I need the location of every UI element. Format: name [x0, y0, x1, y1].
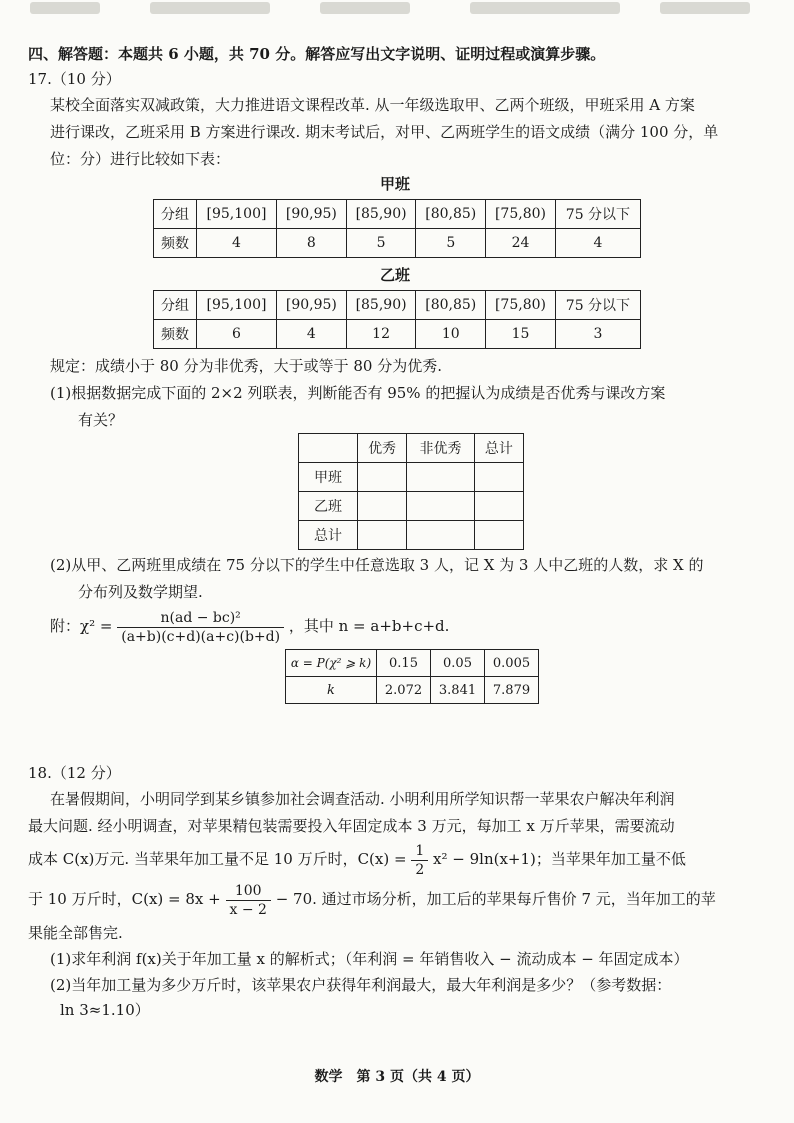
critical-alpha-cell: 0.005: [485, 650, 539, 677]
q18-hundred-numerator: 100: [226, 882, 271, 901]
contingency-row-label: 总计: [299, 521, 358, 550]
critical-k-cell: 3.841: [431, 677, 485, 704]
table-b-freq-cell: 6: [196, 320, 276, 349]
table-b-header-cell: [85,90): [346, 291, 416, 320]
formula-prefix: 附：χ² =: [50, 617, 113, 635]
q18-line-2: 最大问题. 经小明调查，对苹果精包装需要投入年固定成本 3 万元，每加工 x 万斤苹果，需要流动: [28, 817, 675, 835]
critical-k-cell: 2.072: [377, 677, 431, 704]
q18-line-4-start: 于 10 万斤时，C(x) = 8x +: [28, 890, 221, 908]
contingency-blank-cell: [474, 492, 523, 521]
q17-part2-line-2: 分布列及数学期望.: [78, 583, 203, 601]
q17-label: 17.（10 分）: [28, 70, 121, 88]
contingency-row-label: 甲班: [299, 463, 358, 492]
table-a-freq-cell: 5: [346, 229, 416, 258]
critical-k-cell: 7.879: [485, 677, 539, 704]
table-a-header-cell: 分组: [154, 200, 197, 229]
q18-line-5: 果能全部售完.: [28, 924, 123, 942]
contingency-row-label: 乙班: [299, 492, 358, 521]
contingency-row: [299, 521, 524, 550]
table-b-freq-cell: 3: [555, 320, 640, 349]
table-a-header-cell: [90,95): [277, 200, 347, 229]
q17-part1-line-1: (1)根据数据完成下面的 2×2 列联表，判断能否有 95% 的把握认为成绩是否优秀与课改方案: [50, 384, 666, 402]
q18-half-numerator: 1: [411, 842, 428, 861]
critical-alpha-label: α = P(χ² ⩾ k): [286, 650, 377, 677]
q18-part1: (1)求年利润 f(x)关于年加工量 x 的解析式；（年利润 = 年销售收入 − 流动成本 − 年固定成本）: [50, 950, 689, 968]
table-b-group-row: [154, 291, 641, 320]
section-heading: 四、解答题：本题共 6 小题，共 70 分。解答应写出文字说明、证明过程或演算步骤。: [28, 45, 606, 63]
table-b-frequency-row: [154, 320, 641, 349]
q18-hundred-fraction: [226, 882, 271, 919]
table-b-freq-label: 频数: [154, 320, 197, 349]
contingency-header: 总计: [474, 434, 523, 463]
critical-value-table: [285, 649, 539, 704]
q18-line-3-end: x² − 9ln(x+1)；当苹果年加工量不低: [433, 850, 686, 868]
contingency-blank-cell: [407, 492, 475, 521]
q17-intro-line-2: 进行课改，乙班采用 B 方案进行课改. 期末考试后，对甲、乙两班学生的语文成绩（满分 100 分，单: [50, 123, 719, 141]
table-a-freq-cell: 24: [486, 229, 556, 258]
contingency-blank-cell: [407, 463, 475, 492]
table-b-freq-cell: 4: [277, 320, 347, 349]
contingency-row: [299, 492, 524, 521]
formula-fraction: [117, 609, 284, 646]
critical-alpha-cell: 0.15: [377, 650, 431, 677]
contingency-header: 非优秀: [407, 434, 475, 463]
contingency-blank-cell: [407, 521, 475, 550]
table-a-header-cell: [95,100]: [196, 200, 276, 229]
table-a-freq-label: 频数: [154, 229, 197, 258]
q18-line-3: [28, 840, 686, 879]
q17-part2-line-1: (2)从甲、乙两班里成绩在 75 分以下的学生中任意选取 3 人，记 X 为 3 人中乙班的人数，求 X 的: [50, 556, 704, 574]
top-bleed-marks: [0, 0, 794, 22]
table-b-header-cell: 分组: [154, 291, 197, 320]
table-b-title: 乙班: [379, 266, 410, 284]
table-a-header-cell: [75,80): [486, 200, 556, 229]
q18-part2-line-1: (2)当年加工量为多少万斤时，该苹果农户获得年利润最大，最大年利润是多少？（参考数据：: [50, 976, 672, 994]
q18-hundred-denominator: x − 2: [229, 901, 267, 918]
q17-intro-line-3: 位：分）进行比较如下表：: [50, 150, 231, 168]
q17-intro-line-1: 某校全面落实双减政策，大力推进语文课程改革. 从一年级选取甲、乙两个班级，甲班采用 A 方案: [50, 96, 695, 114]
q18-line-3-start: 成本 C(x)万元. 当苹果年加工量不足 10 万斤时，C(x) =: [28, 850, 407, 868]
q17-part1-line-2: 有关？: [78, 411, 124, 429]
page-footer: 数学 第 3 页（共 4 页）: [314, 1069, 480, 1085]
q18-half-fraction: [411, 842, 428, 879]
q17-rule: 规定：成绩小于 80 分为非优秀，大于或等于 80 分为优秀.: [50, 357, 443, 375]
q18-line-4: [28, 880, 716, 919]
table-b-freq-cell: 10: [416, 320, 486, 349]
q18-line-4-end: − 70. 通过市场分析，加工后的苹果每斤售价 7 元，当年加工的苹: [275, 890, 716, 908]
chi-square-formula: [50, 606, 449, 646]
table-b-header-cell: 75 分以下: [555, 291, 640, 320]
table-b-header-cell: [95,100]: [196, 291, 276, 320]
contingency-header-row: [299, 434, 524, 463]
critical-alpha-row: [286, 650, 539, 677]
table-b-header-cell: [90,95): [277, 291, 347, 320]
table-a-freq-cell: 4: [555, 229, 640, 258]
table-a-freq-cell: 8: [277, 229, 347, 258]
table-a-group-row: [154, 200, 641, 229]
table-b-header-cell: [80,85): [416, 291, 486, 320]
table-a-header-cell: 75 分以下: [555, 200, 640, 229]
table-a-title: 甲班: [379, 175, 410, 193]
q18-half-denominator: 2: [415, 861, 425, 878]
table-b-header-cell: [75,80): [486, 291, 556, 320]
contingency-blank-cell: [358, 521, 407, 550]
q18-part2-line-2: ln 3≈1.10）: [60, 1001, 150, 1019]
critical-alpha-cell: 0.05: [431, 650, 485, 677]
table-a-header-cell: [85,90): [346, 200, 416, 229]
contingency-blank-cell: [358, 492, 407, 521]
contingency-corner: [299, 434, 358, 463]
formula-numerator: n(ad − bc)²: [117, 609, 284, 628]
q18-line-1: 在暑假期间，小明同学到某乡镇参加社会调查活动. 小明利用所学知识帮一苹果农户解决年利润: [50, 790, 675, 808]
class-b-frequency-table: [153, 290, 641, 349]
critical-k-label: k: [286, 677, 377, 704]
critical-k-row: [286, 677, 539, 704]
contingency-row: [299, 463, 524, 492]
table-a-freq-cell: 5: [416, 229, 486, 258]
class-a-frequency-table: [153, 199, 641, 258]
contingency-header: 优秀: [358, 434, 407, 463]
formula-suffix: ，其中 n = a+b+c+d.: [288, 617, 450, 635]
table-a-header-cell: [80,85): [416, 200, 486, 229]
q18-label: 18.（12 分）: [28, 764, 121, 782]
table-b-freq-cell: 12: [346, 320, 416, 349]
formula-denominator: (a+b)(c+d)(a+c)(b+d): [121, 628, 281, 645]
table-b-freq-cell: 15: [486, 320, 556, 349]
contingency-blank-cell: [358, 463, 407, 492]
contingency-table: [298, 433, 524, 550]
contingency-blank-cell: [474, 463, 523, 492]
contingency-blank-cell: [474, 521, 523, 550]
table-a-frequency-row: [154, 229, 641, 258]
table-a-freq-cell: 4: [196, 229, 276, 258]
